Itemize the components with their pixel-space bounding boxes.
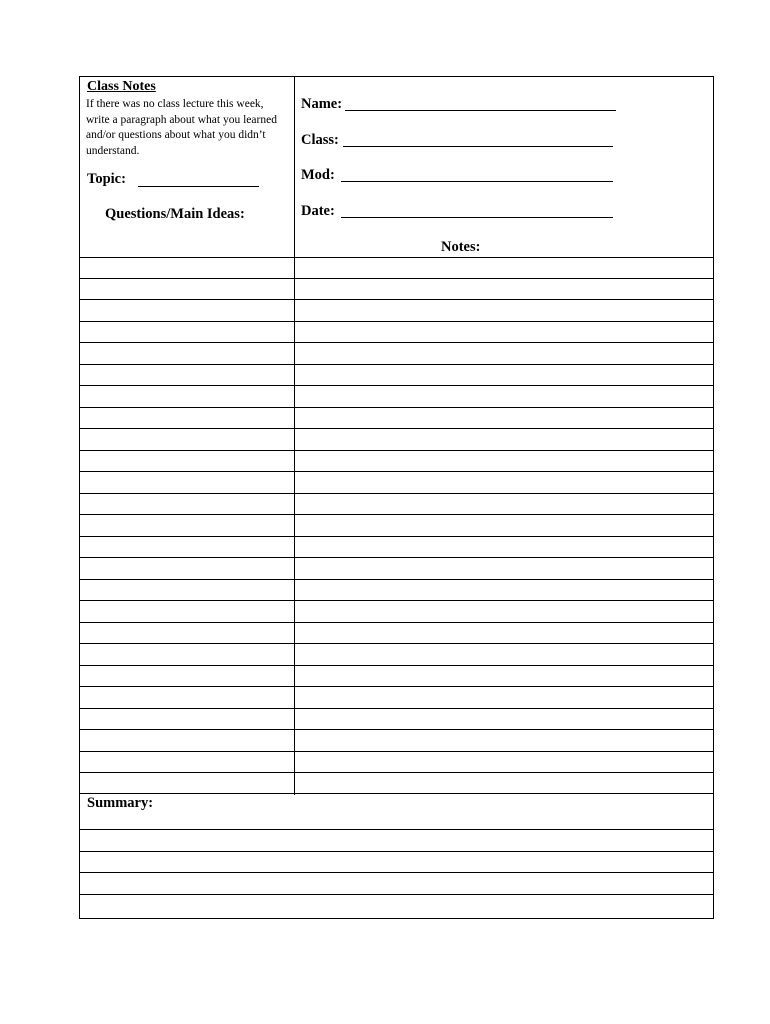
questions-column-heading: Questions/Main Ideas:	[105, 206, 245, 222]
note-row[interactable]	[80, 408, 713, 430]
question-cell[interactable]	[80, 472, 295, 493]
question-cell[interactable]	[80, 257, 295, 278]
mod-field[interactable]	[341, 181, 613, 182]
question-cell[interactable]	[80, 429, 295, 450]
note-row[interactable]	[80, 752, 713, 774]
note-row[interactable]	[80, 773, 713, 795]
note-row[interactable]	[80, 322, 713, 344]
question-cell[interactable]	[80, 537, 295, 558]
note-row[interactable]	[80, 386, 713, 408]
class-label: Class:	[301, 132, 339, 148]
notes-column-heading: Notes:	[441, 239, 481, 255]
topic-field[interactable]	[138, 186, 259, 187]
note-row[interactable]	[80, 730, 713, 752]
note-row[interactable]	[80, 580, 713, 602]
note-row[interactable]	[80, 257, 713, 279]
question-cell[interactable]	[80, 300, 295, 321]
question-cell[interactable]	[80, 365, 295, 386]
note-row[interactable]	[80, 515, 713, 537]
question-cell[interactable]	[80, 773, 295, 795]
question-cell[interactable]	[80, 408, 295, 429]
question-cell[interactable]	[80, 730, 295, 751]
note-row[interactable]	[80, 709, 713, 731]
name-label: Name:	[301, 96, 343, 112]
summary-line[interactable]	[80, 872, 713, 873]
question-cell[interactable]	[80, 601, 295, 622]
question-cell[interactable]	[80, 451, 295, 472]
form-header	[80, 77, 713, 258]
summary-label: Summary:	[87, 795, 154, 811]
form-instructions: If there was no class lecture this week, write a paragraph about what you learned and/or questions about what you didn’t understand.	[86, 98, 277, 157]
topic-label: Topic:	[87, 171, 126, 187]
question-cell[interactable]	[80, 623, 295, 644]
date-label: Date:	[301, 203, 335, 219]
question-cell[interactable]	[80, 343, 295, 364]
summary-line[interactable]	[80, 894, 713, 895]
note-row[interactable]	[80, 644, 713, 666]
name-field[interactable]	[345, 110, 616, 111]
summary-line[interactable]	[80, 851, 713, 852]
question-cell[interactable]	[80, 752, 295, 773]
note-row[interactable]	[80, 623, 713, 645]
mod-label: Mod:	[301, 167, 335, 183]
note-row[interactable]	[80, 429, 713, 451]
question-cell[interactable]	[80, 558, 295, 579]
summary-line[interactable]	[80, 829, 713, 830]
question-cell[interactable]	[80, 580, 295, 601]
question-cell[interactable]	[80, 709, 295, 730]
question-cell[interactable]	[80, 279, 295, 300]
note-row[interactable]	[80, 279, 713, 301]
class-field[interactable]	[343, 146, 613, 147]
note-row[interactable]	[80, 343, 713, 365]
question-cell[interactable]	[80, 687, 295, 708]
question-cell[interactable]	[80, 644, 295, 665]
note-row[interactable]	[80, 451, 713, 473]
summary-section	[80, 793, 713, 919]
question-cell[interactable]	[80, 666, 295, 687]
question-cell[interactable]	[80, 322, 295, 343]
header-left-panel	[80, 77, 295, 257]
form-title: Class Notes	[87, 79, 156, 94]
note-row[interactable]	[80, 687, 713, 709]
note-row[interactable]	[80, 558, 713, 580]
note-row[interactable]	[80, 472, 713, 494]
note-row[interactable]	[80, 365, 713, 387]
note-row[interactable]	[80, 300, 713, 322]
question-cell[interactable]	[80, 386, 295, 407]
note-row[interactable]	[80, 666, 713, 688]
note-row[interactable]	[80, 537, 713, 559]
note-rows	[80, 257, 713, 795]
notes-sheet	[79, 76, 714, 919]
question-cell[interactable]	[80, 494, 295, 515]
note-row[interactable]	[80, 601, 713, 623]
note-row[interactable]	[80, 494, 713, 516]
date-field[interactable]	[341, 217, 613, 218]
question-cell[interactable]	[80, 515, 295, 536]
